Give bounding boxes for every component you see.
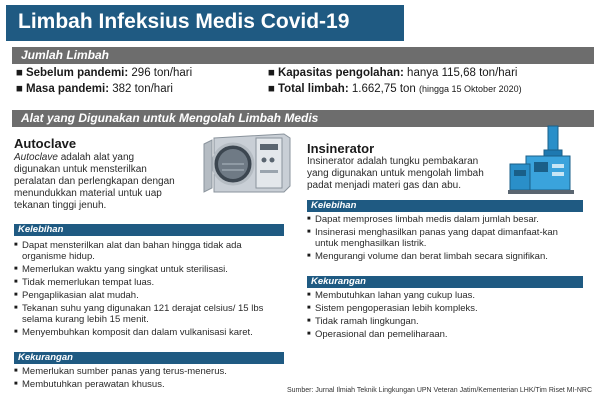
autoclave-desc-line: adalah alat yang: [57, 152, 135, 163]
page-title: Limbah Infeksius Medis Covid-19: [18, 10, 350, 33]
list-item: ■ Pengaplikasian alat mudah.: [14, 290, 286, 301]
autoclave-kelebihan-list: [14, 240, 286, 340]
autoclave-desc-italic: Autoclave: [14, 152, 58, 163]
list-item: ■ Tidak ramah lingkungan.: [307, 316, 583, 327]
insinerator-description: Insinerator adalah tungku pembakaran yang digunakan untuk mengolah limbah padat menjadi materi gas dan abu.: [307, 156, 484, 191]
list-item: ■ Sistem pengoperasian lebih kompleks.: [307, 303, 583, 314]
autoclave-illustration: [200, 130, 292, 200]
insinerator-kekurangan-header: Kekurangan: [307, 276, 583, 288]
insinerator-kelebihan-list: [307, 214, 583, 264]
autoclave-desc-line: digunakan untuk mensterilkan: [14, 164, 147, 175]
stat-note: (hingga 15 Oktober 2020): [419, 84, 522, 94]
list-item: ■ Menyembuhkan komposit dan dalam vulkanisasi karet.: [14, 327, 286, 338]
list-item: ■ Memerlukan waktu yang singkat untuk sterilisasi.: [14, 264, 286, 275]
stat-label: Sebelum pandemi:: [25, 67, 129, 79]
autoclave-kekurangan-list: [14, 366, 286, 392]
insinerator-illustration: [506, 124, 578, 196]
stat-masa-pandemi: ■ Masa pandemi: 382 ton/hari: [16, 83, 173, 95]
stat-label: Kapasitas pengolahan:: [277, 67, 404, 79]
list-item: ■ Dapat memproses limbah medis dalam jumlah besar.: [307, 214, 583, 225]
list-item: ■ Mengurangi volume dan berat limbah secara signifikan.: [307, 251, 583, 262]
list-item: ■ Memerlukan sumber panas yang terus-menerus.: [14, 366, 286, 377]
stat-label: Masa pandemi:: [25, 83, 110, 95]
list-item: ■ Dapat mensterilkan alat dan bahan hingga tidak ada organisme hidup.: [14, 240, 286, 262]
title-banner: [6, 5, 404, 41]
autoclave-kekurangan-header: Kekurangan: [14, 352, 284, 364]
jumlah-limbah-header: Jumlah Limbah: [12, 47, 594, 64]
stat-kapasitas: ■ Kapasitas pengolahan: hanya 115,68 ton/hari: [268, 67, 518, 79]
stat-label: Total limbah:: [277, 83, 349, 95]
alat-header: Alat yang Digunakan untuk Mengolah Limbah Medis: [12, 110, 594, 127]
autoclave-kelebihan-header: Kelebihan: [14, 224, 284, 236]
source-credit: Sumber: Jurnal Ilmiah Teknik Lingkungan UPN Veteran Jatim/Kementerian LHK/Tim Riset MI-NRC: [286, 387, 592, 394]
stat-value: hanya 115,68 ton/hari: [407, 67, 518, 79]
stat-total: ■ Total limbah: 1.662,75 ton (hingga 15 Oktober 2020): [268, 83, 522, 95]
stat-value: 1.662,75 ton: [351, 83, 416, 95]
autoclave-desc-line: peralatan dan perlengkapan dengan: [14, 176, 175, 187]
autoclave-description: [14, 152, 204, 212]
autoclave-desc-line: menundukkan material untuk uap: [14, 188, 162, 199]
stat-value: 296 ton/hari: [131, 67, 193, 79]
insinerator-title: Insinerator: [307, 141, 375, 156]
autoclave-desc-line: tekanan tinggi jenuh.: [14, 200, 107, 211]
list-item: ■ Tidak memerlukan tempat luas.: [14, 277, 286, 288]
list-item: ■ Insinerasi menghasilkan panas yang dapat dimanfaat-kan untuk menghasilkan listrik.: [307, 227, 583, 249]
stat-value: 382 ton/hari: [112, 83, 173, 95]
list-item: ■ Operasional dan pemeliharaan.: [307, 329, 583, 340]
insinerator-kekurangan-list: [307, 290, 583, 342]
list-item: ■ Membutuhkan perawatan khusus.: [14, 379, 286, 390]
insinerator-kelebihan-header: Kelebihan: [307, 200, 583, 212]
list-item: ■ Tekanan suhu yang digunakan 121 derajat celsius/ 15 lbs selama kurang lebih 15 menit.: [14, 303, 286, 325]
autoclave-title: Autoclave: [14, 136, 77, 151]
list-item: ■ Membutuhkan lahan yang cukup luas.: [307, 290, 583, 301]
stat-sebelum-pandemi: ■ Sebelum pandemi: 296 ton/hari: [16, 67, 193, 79]
